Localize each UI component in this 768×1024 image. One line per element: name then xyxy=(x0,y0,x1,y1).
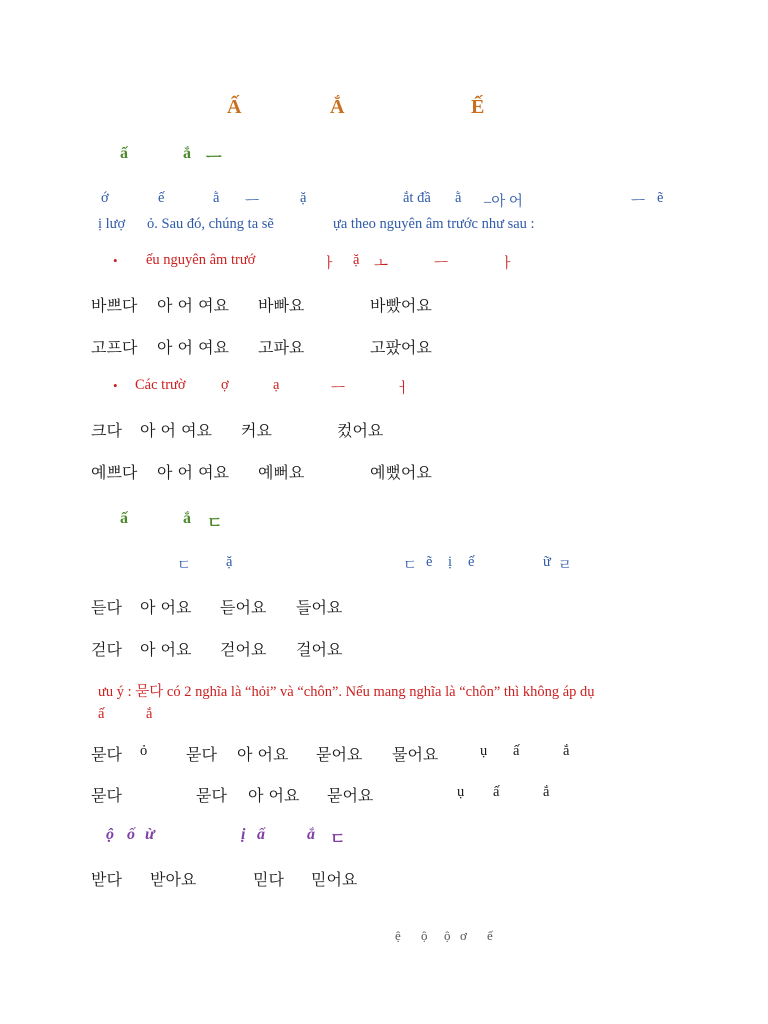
intro-text: ị lượ xyxy=(98,216,126,232)
ending-text: 아 어요 xyxy=(140,598,192,617)
ending-text: 아 어 여요 xyxy=(157,463,229,482)
irregular-form: 물어요 xyxy=(392,745,439,764)
rule-text: ㅗ xyxy=(374,256,389,272)
ending-text: 아 어 여요 xyxy=(140,421,212,440)
bullet-dot-icon: • xyxy=(113,378,118,393)
heading-part: ㄷ xyxy=(330,831,346,848)
intro-text: ỏ. Sau đó, chúng ta sẽ xyxy=(147,216,274,232)
intro-text: ị xyxy=(448,554,453,570)
verb-text: 받다 xyxy=(91,870,122,889)
present-form: 예뻐요 xyxy=(258,463,305,482)
heading-part: ấ xyxy=(120,510,128,527)
heading-part: ố xyxy=(127,826,135,843)
meaning-text: ắ xyxy=(563,743,570,759)
heading-part: ắ xyxy=(183,510,191,527)
verb-text: 믿다 xyxy=(253,870,284,889)
intro-text: ㄹ xyxy=(558,558,573,574)
note-text: ưu ý : 묻다 có 2 nghĩa là “hỏi” và “chôn”. Nếu mang nghĩa là “chôn” thì không áp dụ xyxy=(98,684,595,700)
past-form: 걸어요 xyxy=(296,640,343,659)
ending-text: 아 어 여요 xyxy=(157,338,229,357)
rule-text: ặ xyxy=(353,252,360,268)
heading-part: ấ xyxy=(120,145,128,162)
verb-text: 고프다 xyxy=(91,338,138,357)
heading-part: ấ xyxy=(257,826,265,843)
meaning-text: ỏ xyxy=(140,743,148,759)
present-form: 바빠요 xyxy=(258,296,305,315)
intro-text: ữ xyxy=(543,554,551,570)
intro-text: ế xyxy=(468,554,475,570)
meaning-text: ấ xyxy=(513,743,520,759)
regular-form: 묻어요 xyxy=(316,745,363,764)
verb-text: 묻다 xyxy=(196,786,227,805)
rule-text: ợ xyxy=(221,377,229,393)
past-form: 들어요 xyxy=(296,598,343,617)
intro-text: ằ xyxy=(455,190,462,206)
heading-part: ừ xyxy=(145,826,155,843)
heading-part: ộ xyxy=(106,826,114,843)
ending-text: 아 어요 xyxy=(140,640,192,659)
rule-text: ạ xyxy=(273,377,280,393)
intro-text: ớ xyxy=(101,190,109,206)
ending-text: 아 어요 xyxy=(248,786,300,805)
heading-part: ắ xyxy=(183,145,191,162)
verb-text: 크다 xyxy=(91,421,122,440)
verb-text: 듣다 xyxy=(91,598,122,617)
ending-text: 아 어 여요 xyxy=(157,296,229,315)
rule-text: ㅏ xyxy=(500,256,515,272)
footer-part: ế xyxy=(487,928,493,943)
past-form: 고팠어요 xyxy=(370,338,432,357)
intro-text: ựa theo nguyên âm trước như sau : xyxy=(333,216,535,232)
meaning-text: ụ xyxy=(480,743,488,759)
heading-part: ị xyxy=(241,826,246,843)
rule-text: ㅏ xyxy=(322,256,337,272)
intro-text: ㅡ xyxy=(631,194,646,210)
note-text: ắ xyxy=(146,706,153,722)
intro-text: ằ xyxy=(213,190,220,206)
rule-text: ếu nguyên âm trướ xyxy=(146,252,256,268)
bullet-dot-icon: • xyxy=(113,253,118,268)
footer-part: ộ xyxy=(421,928,428,943)
verb-text: 바쁘다 xyxy=(91,296,138,315)
verb-text: 묻다 xyxy=(91,786,122,805)
title-part: Ế xyxy=(471,96,485,118)
meaning-text: ấ xyxy=(493,784,500,800)
intro-text: ặ xyxy=(226,554,233,570)
footer-part: ộ xyxy=(444,928,451,943)
footer-part: ơ xyxy=(460,928,467,943)
intro-text: ㅡ xyxy=(245,194,260,210)
intro-text: ㄷ xyxy=(177,558,192,574)
intro-text: ẽ xyxy=(426,554,433,570)
heading-part: ắ xyxy=(307,826,315,843)
verb-text: 묻다 xyxy=(186,745,217,764)
meaning-text: ụ xyxy=(457,784,465,800)
past-form: 컸어요 xyxy=(337,421,384,440)
verb-text: 묻다 xyxy=(91,745,122,764)
intro-text: ặ xyxy=(300,190,307,206)
present-form: 듣어요 xyxy=(220,598,267,617)
present-form: 걷어요 xyxy=(220,640,267,659)
conjugated-form: 믿어요 xyxy=(311,870,358,889)
conjugated-form: 받아요 xyxy=(150,870,197,889)
ending-text: 아 어요 xyxy=(237,745,289,764)
present-form: 커요 xyxy=(241,421,272,440)
rule-text: ㅡ xyxy=(331,381,346,397)
intro-text: ắt đầ xyxy=(403,190,431,206)
rule-text: ㅓ xyxy=(396,381,411,397)
intro-text: ㄷ xyxy=(403,558,418,574)
intro-text: ẽ xyxy=(657,190,664,206)
intro-text: ế xyxy=(158,190,165,206)
heading-part: ㄷ xyxy=(207,515,223,532)
title-part: Ắ xyxy=(330,96,345,118)
meaning-text: ắ xyxy=(543,784,550,800)
verb-text: 예쁘다 xyxy=(91,463,138,482)
intro-text: –아 어 xyxy=(484,194,523,210)
rule-text: Các trườ xyxy=(135,377,186,393)
footer-part: ệ xyxy=(395,928,401,943)
rule-text: ㅡ xyxy=(434,256,449,272)
past-form: 바빴어요 xyxy=(370,296,432,315)
heading-part: ㅡ xyxy=(206,150,222,167)
regular-form: 묻어요 xyxy=(327,786,374,805)
note-text: ấ xyxy=(98,706,105,722)
past-form: 예뻤어요 xyxy=(370,463,432,482)
present-form: 고파요 xyxy=(258,338,305,357)
verb-text: 걷다 xyxy=(91,640,122,659)
title-part: Ấ xyxy=(227,96,242,118)
